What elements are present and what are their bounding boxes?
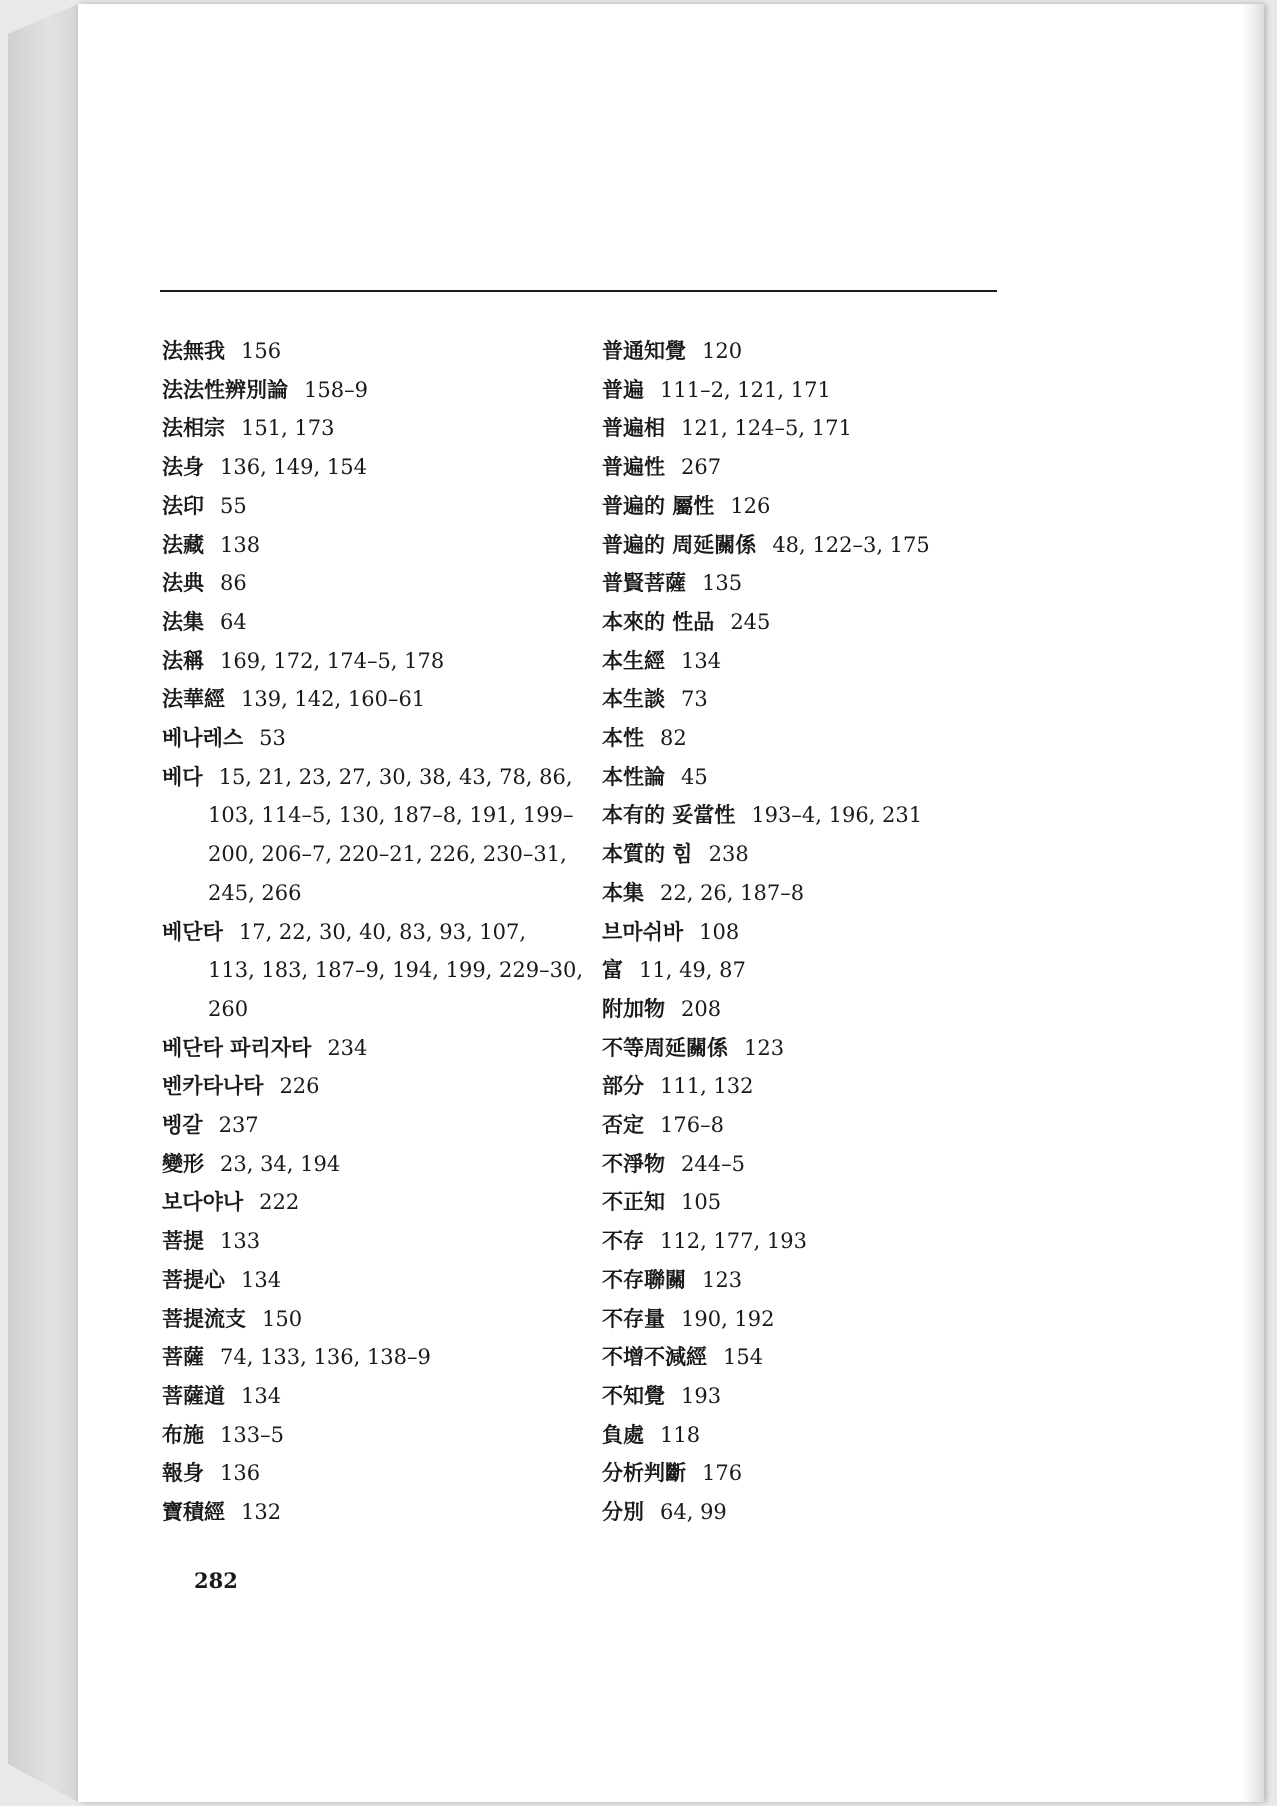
- index-pages: 118: [660, 1422, 701, 1447]
- index-entry: [602, 603, 1042, 642]
- index-term: 벵갈: [162, 1112, 203, 1138]
- index-pages: 136: [220, 1461, 261, 1486]
- index-term: 富: [602, 957, 623, 983]
- book-spine: [8, 4, 78, 1802]
- index-pages: 126: [730, 493, 771, 518]
- index-entry: [602, 409, 1042, 448]
- index-term: 不增不減經: [602, 1344, 707, 1370]
- index-pages: 123: [702, 1267, 743, 1292]
- index-entry: [602, 990, 1042, 1029]
- index-term: 벤카타나타: [162, 1073, 264, 1099]
- index-entry-continuation: 200, 206–7, 220–21, 226, 230–31,: [208, 842, 567, 867]
- index-column-left: [162, 332, 592, 1532]
- index-term: 不存聯關: [602, 1266, 686, 1292]
- index-term: 法華經: [162, 686, 225, 712]
- index-pages: 169, 172, 174–5, 178: [220, 648, 445, 673]
- index-entry: [162, 603, 592, 642]
- index-pages: 136, 149, 154: [220, 455, 367, 480]
- index-pages: 48, 122–3, 175: [772, 532, 930, 557]
- index-pages: 22, 26, 187–8: [660, 880, 805, 905]
- index-pages: 156: [241, 339, 282, 363]
- index-column-right: [602, 332, 1042, 1532]
- index-term: 分析判斷: [602, 1460, 686, 1486]
- index-entry: [602, 371, 1042, 410]
- index-entry: [602, 1222, 1042, 1261]
- index-term: 法稱: [162, 647, 204, 673]
- index-pages: 132: [241, 1500, 282, 1525]
- index-entry: [602, 1145, 1042, 1184]
- index-entry: [602, 1183, 1042, 1222]
- index-pages: 158–9: [304, 377, 368, 402]
- index-term: 베단타 파리자타: [162, 1034, 312, 1060]
- index-pages: 53: [259, 726, 286, 751]
- index-pages: 151, 173: [241, 416, 335, 441]
- index-entry: [162, 1377, 592, 1416]
- index-term: 베단타: [162, 918, 223, 944]
- index-term: 不等周延關係: [602, 1034, 728, 1060]
- index-term: 普通知覺: [602, 338, 686, 363]
- index-pages: 244–5: [681, 1151, 745, 1176]
- index-term: 브마쉬바: [602, 918, 684, 944]
- index-entry: [162, 564, 592, 603]
- index-term: 法無我: [162, 338, 225, 363]
- page-edge: [1242, 4, 1264, 1802]
- index-entry: [162, 1029, 592, 1068]
- index-entry: [162, 448, 592, 487]
- index-pages: 55: [220, 493, 247, 518]
- index-term: 本性: [602, 725, 644, 751]
- index-pages: 150: [262, 1306, 303, 1331]
- index-entry: [162, 1261, 592, 1300]
- index-entry: [162, 1416, 592, 1455]
- index-term: 法身: [162, 454, 204, 480]
- index-term: 法集: [162, 608, 204, 634]
- index-entry: [162, 1300, 592, 1339]
- index-entry: [602, 526, 1042, 565]
- index-entry: [602, 487, 1042, 526]
- index-pages: 123: [744, 1035, 785, 1060]
- index-pages: 222: [259, 1190, 300, 1215]
- index-term: 菩提流支: [162, 1305, 246, 1331]
- index-entry: [162, 1222, 592, 1261]
- index-entry: [602, 1106, 1042, 1145]
- index-entry: [162, 409, 592, 448]
- index-entry: [602, 835, 1042, 874]
- index-pages: 121, 124–5, 171: [681, 416, 852, 441]
- index-entry: [602, 913, 1042, 952]
- index-term: 普賢菩薩: [602, 570, 686, 596]
- index-term: 否定: [602, 1112, 644, 1138]
- index-entry: [602, 1416, 1042, 1455]
- index-term: 負處: [602, 1421, 644, 1447]
- index-term: 不存量: [602, 1305, 665, 1331]
- index-term: 法印: [162, 492, 204, 518]
- index-entry: [602, 1454, 1042, 1493]
- header-rule: [160, 290, 997, 292]
- index-pages: 111–2, 121, 171: [660, 377, 831, 402]
- index-entry: [602, 758, 1042, 797]
- index-entry: [602, 796, 1042, 835]
- index-entry: [162, 913, 592, 952]
- index-entry: [162, 526, 592, 565]
- index-entry: [162, 642, 592, 681]
- index-entry: [602, 1067, 1042, 1106]
- index-entry: [162, 1183, 592, 1222]
- index-term: 普遍相: [602, 415, 665, 441]
- index-term: 不正知: [602, 1189, 665, 1215]
- index-term: 部分: [602, 1073, 644, 1099]
- index-term: 普遍性: [602, 454, 665, 480]
- index-term: 本有的 妥當性: [602, 802, 736, 828]
- index-pages: 73: [681, 687, 708, 712]
- index-term: 菩提心: [162, 1266, 225, 1292]
- index-pages: 64: [220, 609, 247, 634]
- index-pages: 267: [681, 455, 722, 480]
- index-term: 普遍的 屬性: [602, 492, 715, 518]
- index-entry: [602, 1029, 1042, 1068]
- index-pages: 135: [702, 571, 743, 596]
- index-entry: [162, 758, 592, 797]
- index-entry: [602, 1261, 1042, 1300]
- index-term: 布施: [162, 1421, 204, 1447]
- index-pages: 23, 34, 194: [220, 1151, 341, 1176]
- index-pages: 154: [723, 1345, 764, 1370]
- index-term: 베나레스: [162, 725, 244, 751]
- index-term: 不知覺: [602, 1382, 665, 1408]
- index-pages: 138: [220, 532, 261, 557]
- index-term: 不淨物: [602, 1150, 665, 1176]
- index-term: 變形: [162, 1150, 204, 1176]
- index-pages: 112, 177, 193: [660, 1229, 807, 1254]
- index-term: 普遍: [602, 376, 644, 402]
- index-entry: [602, 1493, 1042, 1532]
- index-entry: [162, 1338, 592, 1377]
- index-pages: 11, 49, 87: [639, 958, 746, 983]
- index-term: 本質的 힘: [602, 841, 693, 867]
- index-pages: 134: [681, 648, 722, 673]
- index-term: 普遍的 周延關係: [602, 531, 757, 557]
- index-pages: 111, 132: [660, 1074, 754, 1099]
- index-entry: [162, 1454, 592, 1493]
- index-entry: [602, 332, 1042, 371]
- index-term: 菩薩道: [162, 1382, 225, 1408]
- index-pages: 105: [681, 1190, 722, 1215]
- index-entry: [162, 680, 592, 719]
- index-pages: 45: [681, 764, 708, 789]
- index-entry: [162, 719, 592, 758]
- index-pages: 134: [241, 1383, 282, 1408]
- index-pages: 15, 21, 23, 27, 30, 38, 43, 78, 86,: [218, 764, 573, 789]
- index-entry-continuation: 113, 183, 187–9, 194, 199, 229–30,: [208, 958, 584, 983]
- index-pages: 134: [241, 1267, 282, 1292]
- index-term: 本來的 性品: [602, 608, 715, 634]
- index-pages: 193–4, 196, 231: [751, 803, 923, 828]
- index-pages: 234: [327, 1035, 368, 1060]
- page-number: 282: [194, 1568, 238, 1593]
- index-pages: 64, 99: [660, 1500, 727, 1525]
- index-pages: 86: [220, 571, 247, 596]
- index-term: 法法性辨別論: [162, 376, 288, 402]
- index-pages: 108: [699, 919, 740, 944]
- index-entry: [602, 1300, 1042, 1339]
- index-term: 菩薩: [162, 1344, 204, 1370]
- index-term: 本生談: [602, 686, 665, 712]
- index-entry: [162, 1106, 592, 1145]
- index-term: 分別: [602, 1499, 644, 1525]
- index-pages: 238: [708, 842, 749, 867]
- index-entry: [162, 1067, 592, 1106]
- index-entry: [162, 332, 592, 371]
- index-pages: 245: [730, 609, 771, 634]
- index-pages: 190, 192: [681, 1306, 775, 1331]
- index-entry-continuation: 260: [208, 996, 249, 1021]
- index-pages: 226: [279, 1074, 320, 1099]
- index-entry: [602, 642, 1042, 681]
- index-pages: 133: [220, 1229, 261, 1254]
- index-pages: 176–8: [660, 1113, 724, 1138]
- index-term: 附加物: [602, 995, 665, 1021]
- index-term: 本生經: [602, 647, 665, 673]
- index-entry: [602, 564, 1042, 603]
- index-entry: [602, 951, 1042, 990]
- index-entry: [162, 371, 592, 410]
- index-entry-continuation: 245, 266: [208, 880, 302, 905]
- index-term: 不存: [602, 1228, 644, 1254]
- index-term: 本性論: [602, 763, 665, 789]
- index-pages: 237: [218, 1113, 259, 1138]
- index-entry: [602, 448, 1042, 487]
- index-term: 寶積經: [162, 1499, 225, 1525]
- index-pages: 82: [660, 726, 687, 751]
- index-pages: 120: [702, 339, 743, 363]
- index-term: 本集: [602, 879, 644, 905]
- index-entry: [602, 874, 1042, 913]
- index-entry: [162, 487, 592, 526]
- index-term: 報身: [162, 1460, 204, 1486]
- index-pages: 139, 142, 160–61: [241, 687, 426, 712]
- index-entry-continuation: 103, 114–5, 130, 187–8, 191, 199–: [208, 803, 574, 828]
- index-term: 베다: [162, 763, 203, 789]
- index-term: 法藏: [162, 531, 204, 557]
- index-entry: [162, 1145, 592, 1184]
- index-pages: 133–5: [220, 1422, 284, 1447]
- index-pages: 208: [681, 996, 722, 1021]
- index-pages: 193: [681, 1383, 722, 1408]
- index-entry: [162, 1493, 592, 1532]
- index-entry: [602, 1377, 1042, 1416]
- index-term: 法典: [162, 570, 204, 596]
- index-term: 보다야나: [162, 1189, 244, 1215]
- index-pages: 74, 133, 136, 138–9: [220, 1345, 431, 1370]
- index-term: 法相宗: [162, 415, 225, 441]
- index-pages: 176: [702, 1461, 743, 1486]
- index-entry: [602, 1338, 1042, 1377]
- index-term: 菩提: [162, 1228, 204, 1254]
- index-pages: 17, 22, 30, 40, 83, 93, 107,: [238, 919, 527, 944]
- index-entry: [602, 719, 1042, 758]
- index-entry: [602, 680, 1042, 719]
